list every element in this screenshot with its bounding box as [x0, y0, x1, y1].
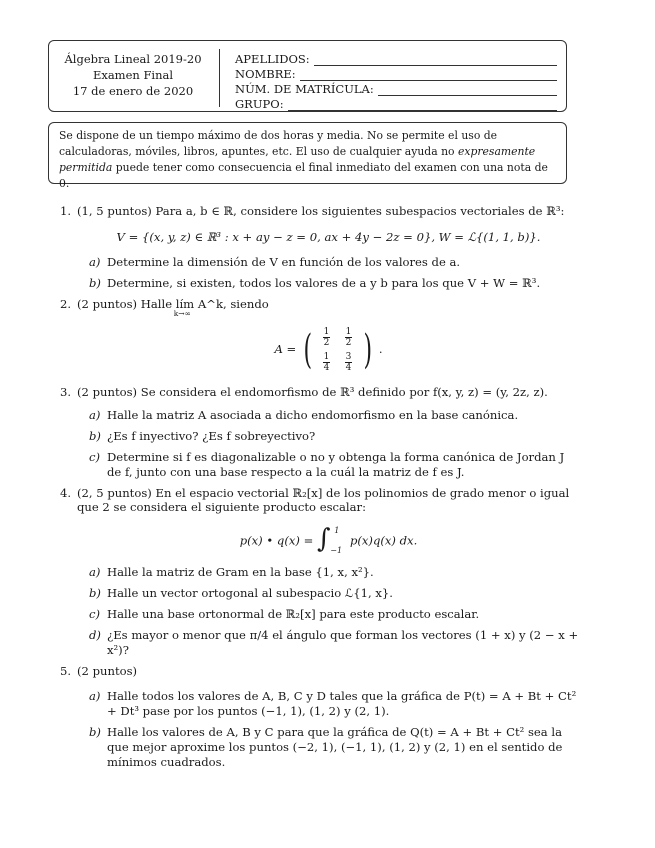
inner-product-equation	[77, 525, 580, 558]
exam-header	[48, 40, 567, 112]
problem-number: 4.	[60, 485, 72, 500]
blank-line[interactable]	[314, 54, 557, 66]
item-text: Halle la matriz de Gram en la base {1, x, x²}.	[107, 565, 374, 580]
item-text: Halle un vector ortogonal al subespacio ℒ{1, x}.	[107, 586, 393, 601]
equation-rhs: p(x)q(x) dx.	[349, 533, 418, 548]
problem-intro-end: A^k, siendo	[197, 296, 269, 311]
problem-number: 2.	[60, 296, 72, 311]
problem-points: (2 puntos)	[77, 664, 138, 679]
problem-points: (2 puntos)	[77, 296, 138, 311]
matrix-display	[77, 327, 580, 373]
limit-symbol: lím	[175, 296, 195, 311]
left-paren: (	[303, 327, 313, 374]
problem-5	[60, 664, 580, 769]
equation-lhs: p(x) • q(x) =	[239, 533, 314, 548]
matrix-entry	[338, 327, 360, 348]
problem-points: (2, 5 puntos)	[77, 485, 152, 500]
integral-limits	[330, 526, 346, 556]
item-text: Halle todos los valores de A, B, C y D tales que la gráfica de P(t) = A + Bt + Ct² + Dt³ pase por los puntos (−1, 1), (1, 2) y (2, 1).	[107, 688, 577, 718]
fraction-numerator: 3	[345, 352, 352, 363]
field-label: NOMBRE:	[235, 66, 296, 81]
problem-5-items	[77, 689, 580, 770]
problem-1-display-equation: V = {(x, y, z) ∈ ℝ³ : x + ay − z = 0, ax + 4y − 2z = 0}, W = ℒ{(1, 1, b)}.	[116, 230, 541, 245]
instructions-part2: puede tener como consecuencia el final inmediato del examen con una nota de 0.	[59, 161, 548, 190]
problem-1	[60, 204, 580, 291]
problem-intro: Halle	[140, 296, 173, 311]
problem-intro: En el espacio vectorial ℝ₂[x] de los polinomios de grado menor o igual que 2 se considera el siguiente producto escalar:	[77, 485, 570, 515]
problem-intro: Para a, b ∈ ℝ, considere los siguientes subespacios vectoriales de ℝ³:	[155, 204, 565, 218]
list-item	[77, 276, 580, 291]
fraction-denominator: 4	[323, 363, 330, 374]
fraction-numerator: 1	[323, 352, 330, 363]
item-label: b)	[89, 586, 101, 601]
problem-list	[60, 204, 580, 776]
item-text: Determine la dimensión de V en función de los valores de a.	[107, 254, 461, 269]
problem-intro: Se considera el endomorfismo de ℝ³ definido por f(x, y, z) = (y, 2z, z).	[140, 385, 548, 400]
list-item	[77, 408, 580, 423]
matrix-entry	[338, 352, 360, 373]
right-paren: )	[363, 327, 372, 374]
list-item	[77, 565, 580, 580]
item-label: a)	[89, 407, 101, 422]
problem-3-items	[77, 408, 580, 480]
student-fields	[235, 51, 557, 111]
problem-4-items	[77, 565, 580, 658]
surname-field[interactable]	[235, 51, 557, 66]
matrix-end: .	[378, 342, 383, 357]
problem-points: (2 puntos)	[77, 385, 138, 400]
matrix-name: A =	[274, 342, 297, 357]
fraction-numerator: 1	[323, 327, 330, 338]
problem-1-items	[77, 255, 580, 291]
problem-2	[60, 297, 580, 373]
item-label: a)	[89, 688, 101, 703]
list-item	[77, 628, 580, 658]
course-title: Álgebra Lineal 2019-20	[64, 52, 202, 66]
matrix-entry	[316, 352, 338, 373]
fraction-numerator: 1	[345, 327, 352, 338]
blank-line[interactable]	[378, 84, 557, 96]
item-label: a)	[89, 254, 101, 269]
problem-number: 3.	[60, 385, 72, 400]
item-label: a)	[89, 565, 101, 580]
item-text: Determine, si existen, todos los valores de a y b para los que V + W = ℝ³.	[107, 275, 541, 290]
field-label: NÚM. DE MATRÍCULA:	[235, 81, 374, 96]
item-text: Halle una base ortonormal de ℝ₂[x] para este producto escalar.	[107, 607, 480, 622]
limit-operator	[173, 296, 195, 318]
problem-points: (1, 5 puntos)	[77, 204, 152, 218]
instructions-box	[48, 122, 567, 190]
problem-4	[60, 486, 580, 658]
matrix-grid	[316, 327, 360, 373]
enrollment-number-field[interactable]	[235, 81, 557, 96]
item-text: ¿Es f inyectivo? ¿Es f sobreyectivo?	[107, 428, 316, 443]
field-label: APELLIDOS:	[235, 51, 310, 66]
list-item	[77, 689, 580, 719]
list-item	[77, 607, 580, 622]
instructions-emphasis: expresamente permitida	[59, 145, 536, 174]
item-label: b)	[89, 428, 101, 443]
limit-subscript: k→∞	[173, 308, 191, 318]
item-label: c)	[89, 607, 101, 622]
group-field[interactable]	[235, 96, 557, 111]
name-field[interactable]	[235, 66, 557, 81]
matrix-A	[300, 327, 375, 373]
field-label: GRUPO:	[235, 96, 284, 111]
instructions-part1: Se dispone de un tiempo máximo de dos horas y media. No se permite el uso de calculadoras, móviles, libros, apuntes, etc. El uso de cualquier ayuda no	[59, 129, 498, 158]
problem-3	[60, 385, 580, 479]
item-label: b)	[89, 724, 101, 739]
item-label: b)	[89, 275, 101, 290]
integral-sign: ∫	[317, 523, 331, 554]
fraction-denominator: 4	[345, 363, 352, 374]
list-item	[77, 429, 580, 444]
item-text: ¿Es mayor o menor que π/4 el ángulo que forman los vectores (1 + x) y (2 − x + x²)?	[107, 628, 579, 658]
list-item	[77, 255, 580, 270]
item-text: Halle los valores de A, B y C para que la gráfica de Q(t) = A + Bt + Ct² sea la que mejor aproxime los puntos (−2, 1), (−1, 1), (1, 2) y (2, 1) en el sentido de mínimos cuadrados.	[107, 724, 563, 769]
blank-line[interactable]	[288, 99, 557, 111]
item-label: c)	[89, 449, 101, 464]
lower-limit: −1	[330, 546, 343, 556]
item-text: Determine si f es diagonalizable o no y obtenga la forma canónica de Jordan J de f, junto con una base respecto a la cuál la matriz de f es J.	[107, 449, 565, 479]
matrix-entry	[316, 327, 338, 348]
instructions-text	[59, 128, 556, 192]
problem-number: 5.	[60, 664, 72, 679]
blank-line[interactable]	[300, 69, 557, 81]
list-item	[77, 725, 580, 770]
problem-number: 1.	[60, 204, 72, 218]
fraction-denominator: 2	[345, 338, 352, 349]
course-info	[49, 51, 217, 99]
item-label: d)	[89, 628, 101, 643]
fraction-denominator: 2	[323, 338, 330, 349]
list-item	[77, 450, 580, 480]
exam-date: 17 de enero de 2020	[72, 84, 194, 98]
upper-limit: 1	[334, 526, 340, 536]
item-text: Halle la matriz A asociada a dicho endomorfismo en la base canónica.	[107, 407, 519, 422]
list-item	[77, 586, 580, 601]
header-divider	[219, 49, 220, 107]
exam-type: Examen Final	[92, 68, 174, 82]
